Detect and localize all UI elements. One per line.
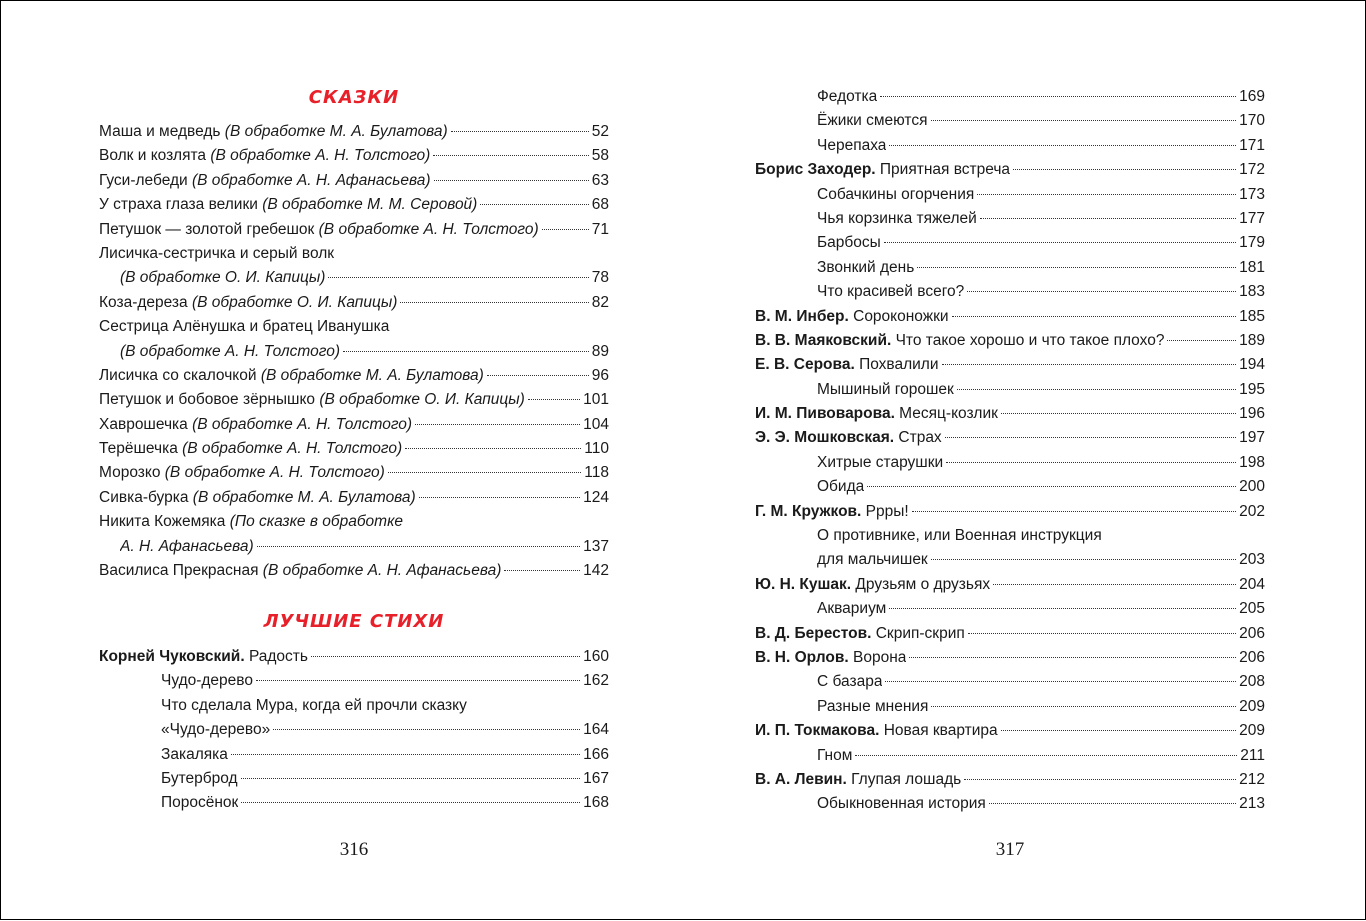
left-page <box>99 1 609 921</box>
entry-page-number: 202 <box>1239 502 1265 520</box>
entry-text <box>161 767 238 791</box>
entry-text <box>99 169 431 193</box>
entry-note: (В обработке О. И. Капицы) <box>120 269 326 287</box>
entry-text <box>755 573 990 597</box>
entry-title: Приятная встреча <box>875 161 1011 179</box>
entry-page-number: 162 <box>583 672 609 690</box>
dot-leader <box>942 364 1237 365</box>
entry-title: Бутерброд <box>161 769 238 787</box>
toc-entry <box>99 364 609 388</box>
entry-page-number: 164 <box>583 721 609 739</box>
entry-text <box>99 559 501 583</box>
toc-entry <box>755 695 1265 719</box>
entry-text <box>817 256 914 280</box>
entry-text <box>99 645 308 669</box>
toc-entry-line <box>99 694 609 718</box>
entry-title: Радость <box>244 648 308 665</box>
dot-leader <box>968 633 1236 634</box>
entry-page-number: 101 <box>583 391 609 409</box>
entry-note: (В обработке А. Н. Толстого) <box>120 342 340 360</box>
toc-entry <box>99 437 609 461</box>
toc-entry <box>755 597 1265 621</box>
toc-entry <box>99 743 609 767</box>
entry-text <box>99 388 525 412</box>
toc-entry <box>755 500 1265 524</box>
entry-author: Г. М. Кружков. <box>755 502 862 520</box>
toc-entry <box>99 144 609 168</box>
entry-author: Е. В. Серова. <box>755 356 855 374</box>
entry-title: Месяц-козлик <box>894 405 998 423</box>
toc-entry <box>755 353 1265 377</box>
entry-text <box>99 193 477 217</box>
entry-page-number: 200 <box>1239 478 1265 496</box>
toc-entry <box>99 791 609 815</box>
entry-title: Ёжики смеются <box>817 112 928 130</box>
entry-text <box>817 183 974 207</box>
page-number-right: 317 <box>995 839 1025 860</box>
toc-entry-line <box>99 242 609 266</box>
entry-text <box>817 744 852 768</box>
entry-text <box>99 144 430 168</box>
toc-entry <box>99 767 609 791</box>
entry-title: Мышиный горошек <box>817 380 954 398</box>
toc-entry <box>99 266 609 290</box>
entry-page-number: 177 <box>1239 209 1265 227</box>
toc-entry <box>99 461 609 485</box>
dot-leader <box>931 559 1236 560</box>
entry-page-number: 206 <box>1239 624 1265 642</box>
entry-author: Ю. Н. Кушак. <box>755 575 852 593</box>
toc-entry <box>755 451 1265 475</box>
toc-list-best-poems <box>99 645 609 816</box>
entry-title: Обида <box>817 478 865 496</box>
entry-text <box>817 378 954 402</box>
dot-leader <box>343 351 589 352</box>
toc-entry <box>99 388 609 412</box>
dot-leader <box>405 448 581 449</box>
entry-title: Черепаха <box>817 136 887 154</box>
dot-leader <box>487 375 589 376</box>
entry-title: Лисичка со скалочкой <box>99 366 261 384</box>
entry-author: И. М. Пивоварова. <box>755 405 895 423</box>
entry-text <box>817 597 886 621</box>
entry-page-number: 203 <box>1239 551 1265 569</box>
entry-title: Гном <box>817 746 853 764</box>
entry-title: Василиса Прекрасная <box>99 562 263 580</box>
toc-entry <box>755 378 1265 402</box>
toc-entry <box>755 426 1265 450</box>
dot-leader <box>957 389 1236 390</box>
entry-page-number: 160 <box>583 648 609 665</box>
dot-leader <box>1001 730 1236 731</box>
entry-title: Федотка <box>817 88 878 105</box>
entry-title: Волк и козлята <box>99 147 211 165</box>
toc-entry <box>99 218 609 242</box>
dot-leader <box>989 803 1236 804</box>
toc-entry <box>755 207 1265 231</box>
entry-title: Маша и медведь <box>99 123 225 140</box>
entry-page-number: 89 <box>591 342 609 360</box>
entry-page-number: 173 <box>1239 185 1265 203</box>
toc-entry <box>755 329 1265 353</box>
entry-page-number: 166 <box>583 745 609 763</box>
entry-title: Сивка-бурка <box>99 488 193 506</box>
toc-entry <box>99 193 609 217</box>
entry-text <box>161 669 253 693</box>
toc-entry <box>755 548 1265 572</box>
toc-entry <box>755 256 1265 280</box>
entry-title: Закаляка <box>161 745 228 763</box>
entry-title: Чья корзинка тяжелей <box>817 209 977 227</box>
entry-author: В. Н. Орлов. <box>755 648 849 666</box>
entry-title: Что такое хорошо и что такое плохо? <box>891 331 1165 349</box>
entry-title: Что сделала Мура, когда ей прочли сказку <box>161 696 467 714</box>
entry-author: Борис Заходер. <box>755 161 876 179</box>
entry-page-number: 194 <box>1239 356 1265 374</box>
dot-leader <box>917 267 1236 268</box>
entry-page-number: 168 <box>583 794 609 812</box>
entry-page-number: 124 <box>583 488 609 506</box>
entry-page-number: 183 <box>1239 283 1265 301</box>
entry-text <box>99 218 539 242</box>
entry-page-number: 68 <box>591 196 609 214</box>
entry-note: (В обработке М. А. Булатова) <box>192 488 416 506</box>
entry-text <box>817 109 928 133</box>
entry-text <box>755 768 961 792</box>
entry-text <box>817 280 964 304</box>
entry-page-number: 208 <box>1239 673 1265 691</box>
entry-title: Барбосы <box>817 234 881 252</box>
dot-leader <box>912 511 1236 512</box>
toc-entry <box>755 719 1265 743</box>
entry-title: Сестрица Алёнушка и братец Иванушка <box>99 318 390 336</box>
toc-entry <box>755 109 1265 133</box>
dot-leader <box>415 424 580 425</box>
toc-entry <box>99 559 609 583</box>
dot-leader <box>931 120 1237 121</box>
entry-page-number: 167 <box>583 769 609 787</box>
entry-author: И. П. Токмакова. <box>755 722 880 740</box>
dot-leader <box>257 546 580 547</box>
entry-page-number: 179 <box>1239 234 1265 252</box>
entry-page-number: 195 <box>1239 380 1265 398</box>
entry-title-cont: для мальчишек <box>817 551 928 569</box>
entry-title: С базара <box>817 673 883 691</box>
entry-title: Гуси-лебеди <box>99 171 192 189</box>
entry-text <box>755 622 965 646</box>
toc-entry <box>755 744 1265 768</box>
dot-leader <box>993 584 1236 585</box>
toc-entry <box>755 231 1265 255</box>
entry-page-number: 189 <box>1239 331 1265 349</box>
entry-text <box>755 646 906 670</box>
dot-leader <box>256 680 580 681</box>
entry-page-number: 82 <box>591 293 609 311</box>
entry-title: Петушок и бобовое зёрнышко <box>99 391 320 409</box>
dot-leader <box>400 302 588 303</box>
entry-title: Терёшечка <box>99 440 183 458</box>
entry-author: Э. Э. Мошковская. <box>755 429 895 447</box>
entry-page-number: 213 <box>1239 795 1265 813</box>
entry-title: Поросёнок <box>161 794 239 812</box>
dot-leader <box>880 96 1236 97</box>
entry-title: Разные мнения <box>817 697 929 715</box>
entry-page-number: 63 <box>591 171 609 189</box>
entry-page-number: 104 <box>583 415 609 433</box>
entry-text <box>755 329 1164 353</box>
entry-text <box>99 120 448 144</box>
dot-leader <box>480 204 588 205</box>
entry-title: Чудо-дерево <box>161 672 253 690</box>
entry-page-number: 181 <box>1239 258 1265 276</box>
toc-entry <box>99 535 609 559</box>
entry-note: (В обработке О. И. Капицы) <box>191 293 398 311</box>
dot-leader <box>388 472 582 473</box>
entry-text <box>99 291 397 315</box>
entry-page-number: 78 <box>591 269 609 287</box>
right-page <box>755 1 1265 921</box>
toc-entry <box>755 475 1265 499</box>
entry-page-number: 169 <box>1239 88 1265 105</box>
entry-text <box>99 437 402 461</box>
dot-leader <box>419 497 580 498</box>
entry-page-number: 71 <box>591 220 609 238</box>
entry-note: (В обработке А. Н. Толстого) <box>210 147 431 165</box>
entry-note: (В обработке А. Н. Толстого) <box>164 464 385 482</box>
toc-entry <box>755 402 1265 426</box>
dot-leader <box>867 486 1236 487</box>
entry-page-number: 96 <box>591 366 609 384</box>
entry-page-number: 205 <box>1239 600 1265 618</box>
entry-note: (В обработке А. Н. Афанасьева) <box>262 562 502 580</box>
entry-title: Ррры! <box>861 502 909 520</box>
entry-title: Коза-дереза <box>99 293 192 311</box>
dot-leader <box>945 437 1236 438</box>
entry-note: (По сказке в обработке <box>229 513 404 531</box>
entry-text <box>99 461 385 485</box>
entry-title: Новая квартира <box>879 722 998 740</box>
entry-page-number: 212 <box>1239 770 1265 788</box>
entry-page-number: 198 <box>1239 453 1265 471</box>
dot-leader <box>931 706 1236 707</box>
entry-note: А. Н. Афанасьева) <box>120 537 254 555</box>
dot-leader <box>241 778 581 779</box>
toc-entry <box>755 134 1265 158</box>
dot-leader <box>433 155 588 156</box>
entry-text <box>755 719 998 743</box>
toc-entry <box>99 291 609 315</box>
toc-entry-line <box>99 315 609 339</box>
toc-entry <box>99 718 609 742</box>
dot-leader <box>980 218 1236 219</box>
entry-page-number: 142 <box>583 562 609 580</box>
entry-text <box>817 85 877 109</box>
toc-entry <box>755 305 1265 329</box>
entry-text <box>817 792 986 816</box>
entry-page-number: 209 <box>1239 722 1265 740</box>
entry-title: Что красивей всего? <box>817 283 965 301</box>
entry-note: (В обработке А. Н. Толстого) <box>182 440 403 458</box>
entry-title: Глупая лошадь <box>846 770 962 788</box>
entry-title: Сороконожки <box>848 307 949 325</box>
toc-entry <box>755 85 1265 109</box>
entry-note: (В обработке О. И. Капицы) <box>319 391 525 409</box>
dot-leader <box>1013 169 1236 170</box>
entry-text <box>99 486 416 510</box>
dot-leader <box>1167 340 1236 341</box>
toc-entry <box>755 183 1265 207</box>
dot-leader <box>855 755 1237 756</box>
entry-page-number: 196 <box>1239 405 1265 423</box>
dot-leader <box>1001 413 1236 414</box>
dot-leader <box>967 291 1236 292</box>
toc-entry <box>755 670 1265 694</box>
entry-page-number: 58 <box>591 147 609 165</box>
entry-title: Никита Кожемяка <box>99 513 230 531</box>
entry-title: Друзьям о друзьях <box>851 575 991 593</box>
entry-text <box>817 475 864 499</box>
toc-entry <box>99 169 609 193</box>
entry-page-number: 170 <box>1239 112 1265 130</box>
toc-entry <box>99 486 609 510</box>
entry-text <box>755 305 949 329</box>
entry-title: Ворона <box>848 648 907 666</box>
entry-title: Обыкновенная история <box>817 795 986 813</box>
dot-leader <box>964 779 1236 780</box>
entry-text <box>161 791 238 815</box>
entry-author: Корней Чуковский. <box>99 648 245 665</box>
dot-leader <box>273 729 580 730</box>
entry-note: (В обработке М. А. Булатова) <box>260 366 484 384</box>
page-number-left: 316 <box>339 839 369 860</box>
entry-page-number: 197 <box>1239 429 1265 447</box>
toc-list-fairy-tales <box>99 120 609 583</box>
entry-page-number: 209 <box>1239 697 1265 715</box>
dot-leader <box>885 681 1236 682</box>
toc-entry <box>755 280 1265 304</box>
entry-text <box>161 743 228 767</box>
entry-text <box>755 158 1010 182</box>
entry-title: Скрип-скрип <box>871 624 965 642</box>
entry-title: Звонкий день <box>817 258 915 276</box>
toc-entry <box>755 646 1265 670</box>
entry-author: В. Д. Берестов. <box>755 624 872 642</box>
entry-page-number: 206 <box>1239 648 1265 666</box>
toc-entry <box>755 158 1265 182</box>
entry-page-number: 110 <box>584 440 609 458</box>
toc-entry <box>99 669 609 693</box>
dot-leader <box>528 399 580 400</box>
entry-page-number: 171 <box>1239 136 1265 154</box>
toc-entry <box>755 622 1265 646</box>
entry-text <box>817 451 943 475</box>
entry-text <box>817 207 977 231</box>
entry-note: (В обработке А. Н. Толстого) <box>192 415 413 433</box>
entry-title: Морозко <box>99 464 165 482</box>
entry-title-cont: «Чудо-дерево» <box>161 721 271 739</box>
entry-text <box>755 500 909 524</box>
section-title-best-poems: ЛУЧШИЕ СТИХИ <box>263 611 445 632</box>
entry-note: (В обработке М. А. Булатова) <box>224 123 448 140</box>
entry-page-number: 204 <box>1239 575 1265 593</box>
entry-title: Собачкины огорчения <box>817 185 975 203</box>
entry-title: Аквариум <box>817 600 887 618</box>
entry-title: Петушок — золотой гребешок <box>99 220 319 238</box>
entry-page-number: 211 <box>1240 746 1265 764</box>
entry-text <box>817 670 882 694</box>
entry-title: Похвалили <box>854 356 939 374</box>
entry-page-number: 172 <box>1239 161 1265 179</box>
dot-leader <box>241 802 580 803</box>
entry-text <box>755 426 942 450</box>
entry-author: В. А. Левин. <box>755 770 847 788</box>
dot-leader <box>909 657 1236 658</box>
entry-author: В. В. Маяковский. <box>755 331 892 349</box>
dot-leader <box>451 131 589 132</box>
toc-entry <box>755 573 1265 597</box>
entry-title: Лисичка-сестричка и серый волк <box>99 244 335 262</box>
entry-note: (В обработке А. Н. Толстого) <box>318 220 539 238</box>
toc-entry <box>99 340 609 364</box>
toc-list-continued <box>755 85 1265 817</box>
entry-author: В. М. Инбер. <box>755 307 849 325</box>
dot-leader <box>542 229 589 230</box>
entry-title: Страх <box>894 429 942 447</box>
entry-title: Хитрые старушки <box>817 453 944 471</box>
entry-text <box>817 134 886 158</box>
toc-entry <box>99 413 609 437</box>
entry-text <box>99 364 484 388</box>
dot-leader <box>977 194 1236 195</box>
entry-text <box>817 695 928 719</box>
entry-page-number: 137 <box>583 537 609 555</box>
entry-text <box>755 353 939 377</box>
dot-leader <box>889 608 1236 609</box>
toc-entry <box>755 792 1265 816</box>
entry-title: О противнике, или Военная инструкция <box>817 527 1102 545</box>
dot-leader <box>952 316 1237 317</box>
section-title-fairy-tales: СКАЗКИ <box>308 87 400 108</box>
toc-entry-line <box>755 524 1265 548</box>
entry-text <box>817 231 881 255</box>
dot-leader <box>884 242 1236 243</box>
toc-entry <box>99 120 609 144</box>
dot-leader <box>889 145 1236 146</box>
entry-page-number: 185 <box>1239 307 1265 325</box>
dot-leader <box>328 277 588 278</box>
dot-leader <box>946 462 1236 463</box>
dot-leader <box>504 570 580 571</box>
entry-title: У страха глаза велики <box>99 196 263 214</box>
entry-page-number: 52 <box>591 123 609 140</box>
entry-note: (В обработке А. Н. Афанасьева) <box>192 171 431 189</box>
entry-note: (В обработке М. М. Серовой) <box>262 196 478 214</box>
toc-entry-line <box>99 510 609 534</box>
entry-page-number: 118 <box>584 464 609 482</box>
toc-entry <box>99 645 609 669</box>
dot-leader <box>231 754 580 755</box>
dot-leader <box>434 180 589 181</box>
entry-text <box>99 413 412 437</box>
dot-leader <box>311 656 580 657</box>
entry-text <box>755 402 998 426</box>
toc-entry <box>755 768 1265 792</box>
entry-title: Хаврошечка <box>99 415 193 433</box>
